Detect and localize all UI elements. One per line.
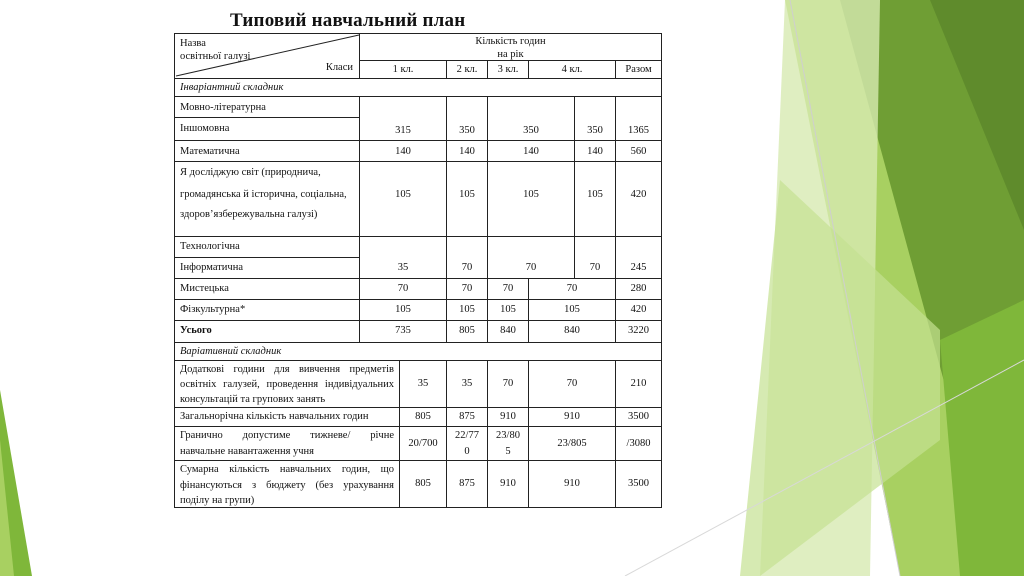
header-hours-line-1: Кількість годин: [475, 36, 546, 47]
math-value-total: 560: [615, 140, 662, 162]
max-load-value-2-line-2: 0: [464, 446, 470, 457]
max-load-value-4: 23/805: [528, 426, 616, 461]
row-general-hours: Загальнорічна кількість навчальних годин: [174, 407, 400, 427]
row-math: Математична: [174, 140, 360, 162]
row-tech: Технологічна: [174, 236, 360, 258]
row-additional-hours: [174, 360, 400, 408]
lang-value-total: 1365: [615, 96, 662, 141]
max-load-value-1: 20/700: [399, 426, 447, 461]
page-title: Типовий навчальний план: [230, 10, 466, 31]
lang-value-1: 315: [359, 96, 447, 141]
header-col-total: Разом: [615, 60, 662, 79]
math-value-4: 140: [574, 140, 616, 162]
arts-value-4: 70: [528, 278, 616, 300]
max-load-value-3-line-2: 5: [505, 446, 511, 457]
total-value-4: 840: [528, 320, 616, 343]
header-col-3: 3 кл.: [487, 60, 529, 79]
row-informatics: Інформатична: [174, 257, 360, 279]
physical-value-4: 105: [528, 299, 616, 321]
max-load-value-total: /3080: [615, 426, 662, 461]
arts-value-1: 70: [359, 278, 447, 300]
physical-value-1: 105: [359, 299, 447, 321]
header-hours-line-2: на рік: [497, 49, 524, 60]
additional-value-3: 70: [487, 360, 529, 408]
row-foreign-lang: Іншомовна: [174, 117, 360, 141]
max-load-value-2: [446, 426, 488, 461]
header-diagonal-line: [174, 33, 360, 77]
max-load-value-3-line-1: 23/80: [496, 430, 520, 441]
general-value-total: 3500: [615, 407, 662, 427]
header-hours-cell: [359, 33, 662, 61]
header-col-4: 4 кл.: [528, 60, 616, 79]
additional-value-1: 35: [399, 360, 447, 408]
funded-value-2: 875: [446, 460, 488, 508]
row-max-load: [174, 426, 400, 461]
header-col-2: 2 кл.: [446, 60, 488, 79]
general-value-2: 875: [446, 407, 488, 427]
funded-line-1: Сумарна кількість навчальних годин, що: [180, 464, 394, 475]
additional-line-2: освітніх галузей, проведення індивідуальних: [180, 379, 394, 390]
tech-value-4: 70: [574, 236, 616, 279]
funded-value-3: 910: [487, 460, 529, 508]
lang-value-4: 350: [574, 96, 616, 141]
tech-value-2: 70: [446, 236, 488, 279]
total-value-1: 735: [359, 320, 447, 343]
max-load-value-2-line-1: 22/77: [455, 430, 479, 441]
explore-line-1: Я досліджую світ (природнича,: [180, 167, 321, 178]
arts-value-3: 70: [487, 278, 529, 300]
row-funded-hours: [174, 460, 400, 508]
additional-value-2: 35: [446, 360, 488, 408]
explore-value-2: 105: [446, 161, 488, 237]
arts-value-2: 70: [446, 278, 488, 300]
funded-line-2: фінансуються з бюджету (без урахування: [180, 479, 394, 491]
math-value-2: 140: [446, 140, 488, 162]
header-col-1: 1 кл.: [359, 60, 447, 79]
general-value-3: 910: [487, 407, 529, 427]
funded-value-1: 805: [399, 460, 447, 508]
explore-value-1: 105: [359, 161, 447, 237]
tech-value-total: 245: [615, 236, 662, 279]
tech-value-3: 70: [487, 236, 575, 279]
max-load-value-3: [487, 426, 529, 461]
general-value-1: 805: [399, 407, 447, 427]
total-value-total: 3220: [615, 320, 662, 343]
max-load-line-1: Гранично допустиме тижневе/ річне: [180, 430, 394, 441]
section-variant: Варіативний складник: [174, 342, 662, 361]
additional-value-4: 70: [528, 360, 616, 408]
explore-value-4: 105: [574, 161, 616, 237]
total-value-3: 840: [487, 320, 529, 343]
additional-value-total: 210: [615, 360, 662, 408]
additional-line-3: консультацій та групових занять: [180, 394, 326, 405]
explore-line-2: громадянська й історична, соціальна,: [180, 189, 347, 200]
explore-value-3: 105: [487, 161, 575, 237]
row-physical: Фізкультурна*: [174, 299, 360, 321]
row-arts: Мистецька: [174, 278, 360, 300]
funded-value-4: 910: [528, 460, 616, 508]
explore-value-total: 420: [615, 161, 662, 237]
lang-value-3: 350: [487, 96, 575, 141]
row-explore-world: [174, 161, 360, 237]
funded-line-3: поділу на групи): [180, 495, 255, 506]
general-value-4: 910: [528, 407, 616, 427]
header-subject-label-2: освітньої галузі: [180, 51, 251, 62]
math-value-3: 140: [487, 140, 575, 162]
arts-value-total: 280: [615, 278, 662, 300]
lang-value-2: 350: [446, 96, 488, 141]
additional-line-1: Додаткові години для вивчення предметів: [180, 364, 394, 375]
total-value-2: 805: [446, 320, 488, 343]
header-subject-label-1: Назва: [180, 38, 206, 49]
row-lang-literature: Мовно-літературна: [174, 96, 360, 118]
section-invariant: Інваріантний складник: [174, 78, 662, 97]
funded-value-total: 3500: [615, 460, 662, 508]
physical-value-3: 105: [487, 299, 529, 321]
row-total: Усього: [174, 320, 360, 343]
physical-value-total: 420: [615, 299, 662, 321]
header-classes-label: Класи: [325, 62, 353, 73]
explore-line-3: здоров’язбережувальна галузі): [180, 209, 318, 220]
tech-value-1: 35: [359, 236, 447, 279]
physical-value-2: 105: [446, 299, 488, 321]
math-value-1: 140: [359, 140, 447, 162]
max-load-line-2: навчальне навантаження учня: [180, 446, 315, 457]
